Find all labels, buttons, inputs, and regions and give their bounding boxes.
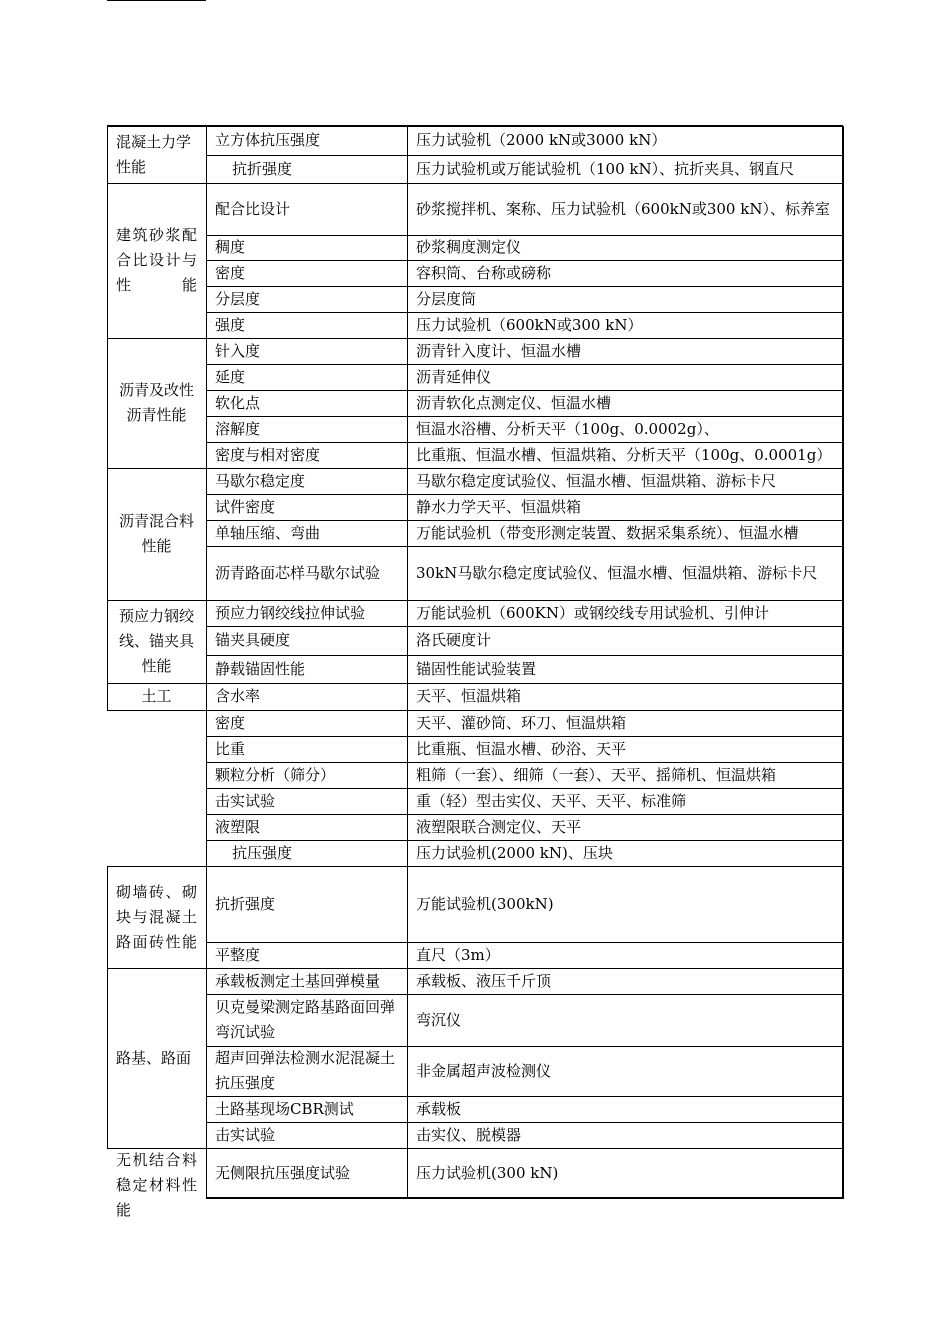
category-top-border	[107, 468, 206, 469]
equipment-label: 压力试验机(2000 kN)、压块	[416, 843, 613, 862]
row-divider	[206, 762, 842, 763]
equipment-cell	[407, 442, 842, 468]
table-right-border	[842, 126, 844, 1199]
category-bottom-border	[107, 710, 206, 711]
row-divider	[206, 840, 842, 841]
equipment-cell	[407, 814, 842, 840]
test-item-cell	[206, 126, 407, 155]
test-item-cell	[206, 814, 407, 840]
row-divider	[206, 155, 842, 156]
row-divider	[206, 546, 842, 547]
row-divider	[206, 994, 842, 995]
test-item-label: 稠度	[215, 238, 246, 256]
test-item-cell	[206, 235, 407, 260]
row-divider	[206, 416, 842, 417]
equipment-label: 非金属超声波检测仪	[416, 1061, 552, 1080]
equipment-label: 沥青延伸仪	[416, 367, 492, 386]
test-item-label: 马歇尔稳定度	[215, 471, 306, 490]
row-divider	[206, 468, 842, 469]
category-label: 砌墙砖、砌块与混凝土路面砖性能	[116, 882, 197, 951]
test-item-cell	[206, 442, 407, 468]
table-top-border	[107, 125, 843, 127]
test-item-label: 软化点	[215, 393, 261, 412]
row-divider	[206, 520, 842, 521]
equipment-cell	[407, 600, 842, 626]
test-item-cell	[206, 1046, 407, 1096]
category-cell	[107, 1148, 206, 1223]
equipment-cell	[407, 736, 842, 762]
equipment-cell	[407, 994, 842, 1046]
equipment-cell	[407, 235, 842, 260]
equipment-label: 锚固性能试验装置	[416, 659, 537, 678]
row-divider	[206, 942, 842, 943]
test-item-label: 击实试验	[215, 791, 276, 810]
category-label: 沥青及改性沥青性能	[118, 381, 194, 424]
equipment-cell	[407, 338, 842, 364]
test-item-label: 颗粒分析（筛分）	[215, 765, 336, 784]
equipment-label: 压力试验机（2000 kN或3000 kN）	[416, 131, 667, 149]
test-item-cell	[206, 710, 407, 736]
row-divider	[206, 788, 842, 789]
test-item-label: 延度	[215, 367, 246, 386]
equipment-label: 击实仪、脱模器	[416, 1125, 522, 1144]
test-item-cell	[206, 338, 407, 364]
category-cell	[107, 468, 206, 600]
equipment-cell	[407, 683, 842, 710]
equipment-label: 沥青软化点测定仪、恒温水槽	[416, 393, 612, 412]
row-divider	[206, 1122, 842, 1123]
equipment-cell	[407, 942, 842, 968]
row-divider	[206, 286, 842, 287]
category-top-border	[107, 183, 206, 184]
equipment-label: 分层度筒	[416, 289, 477, 308]
category-cell	[107, 183, 206, 338]
test-item-label: 贝克曼梁测定路基路面回弹弯沉试验	[215, 998, 396, 1041]
row-divider	[206, 683, 842, 684]
equipment-label: 万能试验机(300kN)	[416, 894, 554, 913]
equipment-label: 马歇尔稳定度试验仪、恒温水槽、恒温烘箱、游标卡尺	[416, 471, 777, 490]
equipment-label: 弯沉仪	[416, 1010, 462, 1029]
test-item-label: 抗折强度	[232, 159, 293, 178]
equipment-cell	[407, 840, 842, 866]
test-item-cell	[206, 600, 407, 626]
test-item-cell	[206, 1096, 407, 1122]
test-item-cell	[206, 866, 407, 942]
equipment-label: 压力试验机(300 kN)	[416, 1163, 559, 1182]
row-divider	[206, 312, 842, 313]
row-divider	[206, 626, 842, 627]
category-top-border	[107, 866, 206, 867]
equipment-label: 30kN马歇尔稳定度试验仪、恒温水槽、恒温烘箱、游标卡尺	[416, 563, 818, 582]
category-left-border	[107, 600, 108, 683]
equipment-label: 压力试验机（600kN或300 kN）	[416, 315, 643, 334]
test-item-label: 立方体抗压强度	[215, 131, 321, 149]
category-label: 沥青混合料性能	[118, 512, 194, 555]
row-divider	[206, 338, 842, 339]
test-item-cell	[206, 494, 407, 520]
row-divider	[206, 390, 842, 391]
equipment-cell	[407, 710, 842, 736]
row-divider	[206, 968, 842, 969]
equipment-cell	[407, 655, 842, 683]
equipment-cell	[407, 788, 842, 814]
row-divider	[206, 1096, 842, 1097]
test-item-cell	[206, 155, 407, 183]
test-item-label: 配合比设计	[215, 199, 291, 218]
equipment-label: 万能试验机（带变形测定装置、数据采集系统）、恒温水槽	[416, 523, 799, 542]
test-item-cell	[206, 260, 407, 286]
test-item-cell	[206, 416, 407, 442]
test-item-label: 溶解度	[215, 419, 261, 438]
equipment-label: 承载板、液压千斤顶	[416, 971, 552, 990]
equipment-cell	[407, 155, 842, 183]
category-left-border	[107, 126, 108, 183]
category-top-border	[107, 338, 206, 339]
test-item-label: 静载锚固性能	[215, 659, 306, 678]
equipment-label: 洛氏硬度计	[416, 631, 492, 649]
equipment-cell	[407, 1148, 842, 1198]
equipment-label: 承载板	[416, 1099, 462, 1118]
category-left-border	[107, 338, 108, 468]
category-label: 建筑砂浆配合比设计与性能	[116, 226, 197, 294]
test-item-cell	[206, 626, 407, 655]
test-item-label: 密度与相对密度	[215, 445, 321, 464]
column-border	[206, 126, 207, 1198]
category-top-border	[107, 683, 206, 684]
test-item-label: 击实试验	[215, 1125, 276, 1144]
row-divider	[206, 866, 842, 867]
category-top-border	[107, 600, 206, 601]
test-item-label: 密度	[215, 263, 246, 282]
equipment-cell	[407, 520, 842, 546]
equipment-label: 万能试验机（600KN）或钢绞线专用试验机、引伸计	[416, 603, 769, 622]
category-cell	[107, 683, 206, 710]
equipment-label: 压力试验机或万能试验机（100 kN）、抗折夹具、钢直尺	[416, 159, 795, 178]
category-cell	[107, 968, 206, 1148]
equipment-cell	[407, 494, 842, 520]
test-item-label: 液塑限	[215, 817, 261, 836]
category-label: 预应力钢绞线、锚夹具性能	[118, 607, 194, 675]
test-item-label: 针入度	[215, 341, 261, 360]
category-left-border	[107, 968, 108, 1148]
test-item-label: 抗压强度	[232, 843, 293, 862]
test-item-cell	[206, 546, 407, 600]
test-item-cell	[206, 183, 407, 235]
equipment-cell	[407, 1096, 842, 1122]
row-divider	[206, 494, 842, 495]
equipment-label: 天平、灌砂筒、环刀、恒温烘箱	[416, 713, 627, 732]
row-divider	[206, 364, 842, 365]
equipment-cell	[407, 312, 842, 338]
test-item-label: 试件密度	[215, 497, 276, 516]
row-divider	[206, 736, 842, 737]
test-item-cell	[206, 312, 407, 338]
test-item-label: 无侧限抗压强度试验	[215, 1163, 351, 1182]
category-top-border	[107, 968, 206, 969]
equipment-label: 直尺（3m）	[416, 945, 500, 964]
test-item-cell	[206, 736, 407, 762]
test-item-cell	[206, 994, 407, 1046]
test-item-label: 超声回弹法检测水泥混凝土抗压强度	[215, 1049, 396, 1092]
equipment-label: 砂浆搅拌机、案称、压力试验机（600kN或300 kN）、标养室	[416, 199, 830, 218]
equipment-cell	[407, 390, 842, 416]
equipment-cell	[407, 260, 842, 286]
category-left-border	[107, 183, 108, 338]
equipment-cell	[407, 866, 842, 942]
test-item-cell	[206, 788, 407, 814]
test-item-label: 沥青路面芯样马歇尔试验	[215, 563, 381, 582]
category-top-border	[107, 1148, 206, 1149]
equipment-label: 比重瓶、恒温水槽、恒温烘箱、分析天平（100g、0.0001g）	[416, 445, 832, 464]
category-left-border	[107, 468, 108, 600]
test-item-cell	[206, 683, 407, 710]
test-item-cell	[206, 286, 407, 312]
category-bottom-border	[107, 0, 206, 1]
row-divider	[206, 1148, 842, 1149]
category-label: 土工	[141, 687, 172, 705]
equipment-label: 静水力学天平、恒温烘箱	[416, 497, 582, 516]
equipment-label: 液塑限联合测定仪、天平	[416, 817, 582, 836]
test-item-cell	[206, 1148, 407, 1198]
test-item-label: 含水率	[215, 687, 261, 705]
equipment-cell	[407, 364, 842, 390]
equipment-label: 沥青针入度计、恒温水槽	[416, 341, 582, 360]
category-cell	[107, 338, 206, 468]
column-border	[407, 126, 408, 1198]
equipment-label: 砂浆稠度测定仪	[416, 238, 522, 256]
test-item-label: 抗折强度	[215, 894, 276, 913]
test-item-label: 强度	[215, 315, 246, 334]
equipment-label: 重（轻）型击实仪、天平、天平、标准筛	[416, 791, 687, 810]
category-left-border	[107, 683, 108, 710]
row-divider	[206, 655, 842, 656]
test-item-cell	[206, 364, 407, 390]
test-item-cell	[206, 468, 407, 494]
category-label: 无机结合料稳定材料性能	[116, 1151, 197, 1219]
equipment-cell	[407, 762, 842, 788]
category-left-border	[107, 866, 108, 968]
test-item-label: 平整度	[215, 945, 261, 964]
row-divider	[206, 260, 842, 261]
row-divider	[206, 442, 842, 443]
equipment-label: 容积筒、台称或磅称	[416, 263, 552, 282]
test-item-cell	[206, 1122, 407, 1148]
test-item-label: 锚夹具硬度	[215, 631, 291, 649]
equipment-cell	[407, 126, 842, 155]
equipment-cell	[407, 468, 842, 494]
test-item-label: 预应力钢绞线拉伸试验	[215, 603, 366, 622]
test-item-cell	[206, 520, 407, 546]
equipment-label: 粗筛（一套）、细筛（一套）、天平、摇筛机、恒温烘箱	[416, 765, 777, 784]
test-item-label: 分层度	[215, 289, 261, 308]
equipment-label: 恒温水浴槽、分析天平（100g、0.0002g）、	[416, 419, 719, 438]
row-divider	[206, 1046, 842, 1047]
test-item-cell	[206, 942, 407, 968]
row-divider	[206, 710, 842, 711]
equipment-cell	[407, 546, 842, 600]
equipment-cell	[407, 626, 842, 655]
equipment-cell	[407, 286, 842, 312]
equipment-cell	[407, 968, 842, 994]
test-item-label: 承载板测定土基回弹模量	[215, 971, 381, 990]
category-label: 路基、路面	[116, 1048, 192, 1067]
test-item-cell	[206, 390, 407, 416]
test-item-label: 土路基现场CBR测试	[215, 1099, 354, 1118]
equipment-label: 比重瓶、恒温水槽、砂浴、天平	[416, 739, 627, 758]
test-item-label: 密度	[215, 713, 246, 732]
test-item-cell	[206, 840, 407, 866]
test-item-label: 比重	[215, 739, 246, 758]
equipment-cell	[407, 183, 842, 235]
equipment-cell	[407, 1046, 842, 1096]
test-item-cell	[206, 762, 407, 788]
test-item-cell	[206, 968, 407, 994]
row-divider	[206, 814, 842, 815]
table-bottom-border	[206, 1197, 843, 1199]
category-label: 混凝土力学性能	[116, 132, 192, 176]
test-item-cell	[206, 655, 407, 683]
equipment-label: 天平、恒温烘箱	[416, 687, 522, 705]
category-cell	[107, 600, 206, 683]
row-divider	[206, 183, 842, 184]
category-cell	[107, 866, 206, 968]
equipment-cell	[407, 416, 842, 442]
category-cell	[107, 126, 206, 183]
equipment-cell	[407, 1122, 842, 1148]
row-divider	[206, 235, 842, 236]
row-divider	[206, 600, 842, 601]
test-item-label: 单轴压缩、弯曲	[215, 523, 321, 542]
